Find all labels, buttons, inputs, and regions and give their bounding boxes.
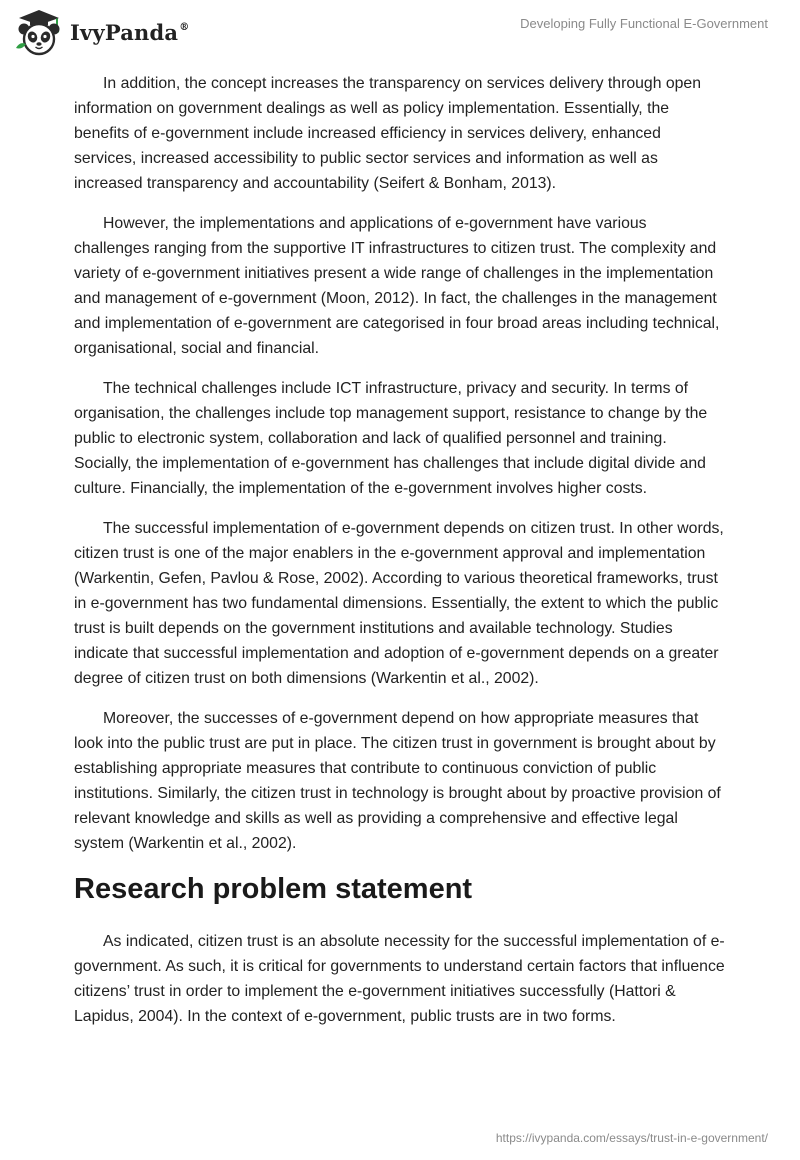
registered-mark: ® [179,21,190,33]
paragraph-challenges: However, the implementations and applications of e-government have various challenges ranging from the supportive IT infrastructures to citizen trust. The complexity and variety of e-government initiatives present a wide range of challenges in the implementation and management of e-government (Moon, 2012). In fact, the challenges in the management and implementation of e-government are categorised in four broad areas including technical, organisational, social and financial. [74,215,720,357]
ivypanda-logo[interactable] [14,8,189,56]
paragraph-public-trust-measures: Moreover, the successes of e-government depend on how appropriate measures that look into the public trust are put in place. The citizen trust in government is brought about by establishing appropriate measures that contribute to continuous conviction of public institutions. Similarly, the citizen trust in technology is brought about by proactive provision of relevant knowledge and skills as well as providing a comprehensive and effective legal system (Warkentin et al., 2002). [74,710,721,852]
section-heading: Research problem statement [74,873,473,905]
brand-name [70,20,189,45]
paragraph-citizen-trust: The successful implementation of e-government depends on citizen trust. In other words, citizen trust is one of the major enablers in the e-government approval and implementation (Warkentin, Gefen, Pavlou & Rose, 2002). According to various theoretical frameworks, trust in e-government has two fundamental dimensions. Essentially, the extent to which the public trust is built depends on the government institutions and available technology. Studies indicate that successful implementation and adoption of e-government depends on a greater degree of citizen trust on both dimensions (Warkentin et al., 2002). [74,520,724,687]
essay-body [74,71,726,1044]
paragraph-transparency: In addition, the concept increases the transparency on services delivery through open information on government dealings as well as policy implementation. Essentially, the benefits of e-government include increased efficiency in services delivery, enhanced services, increased accessibility to public sector services and information as well as increased transparency and accountability (Seifert & Bonham, 2013). [74,75,702,192]
document-title: Developing Fully Functional E-Government [520,16,768,31]
page-header [0,0,800,62]
source-url-link[interactable]: https://ivypanda.com/essays/trust-in-e-government/ [495,1131,768,1145]
paragraph-research-problem: As indicated, citizen trust is an absolute necessity for the successful implementation of e-government. As such, it is critical for governments to understand certain factors that influence citizens’ trust in order to implement the e-government initiatives successfully (Hattori & Lapidus, 2004). In the context of e-government, public trusts are in two forms. [74,933,725,1025]
paragraph-technical-challenges: The technical challenges include ICT infrastructure, privacy and security. In terms of organisation, the challenges include top management support, resistance to change by the public to electronic system, collaboration and lack of qualified personnel and training. Socially, the implementation of e-government has challenges that include digital divide and culture. Financially, the implementation of the e-government involves higher costs. [74,380,708,497]
panda-graduate-icon [14,8,64,56]
brand-name-text: IvyPanda [70,19,179,45]
